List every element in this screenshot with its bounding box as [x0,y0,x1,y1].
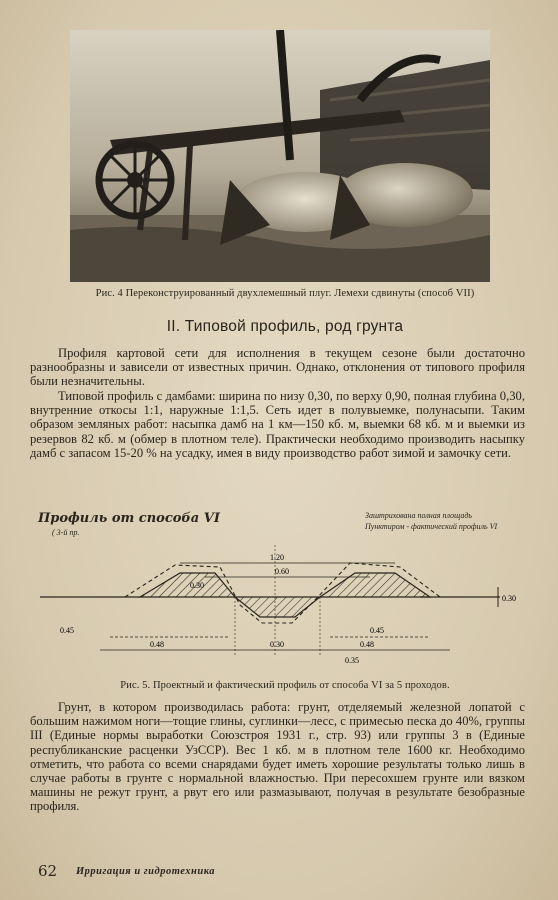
label-top-width: 1.20 [270,553,284,562]
label-bottom-mid: 0.30 [270,640,284,649]
label-right-b: 0.35 [345,656,359,665]
section-heading: II. Типовой профиль, род грунта [166,318,404,335]
label-bottom-left: 0.48 [150,640,164,649]
label-left-c: 0.45 [60,626,74,635]
journal-name: Ирригация и гидротехника [76,866,216,877]
profile-diagram [30,505,530,675]
label-crest-left: 0.30 [190,581,204,590]
paragraph-typical-profile: Типовой профиль с дамбами: ширина по низу 0,30, по верху 0,90, полная глубина 0,30, внутренние откосы 1:1, наружные 1:1,5. Сеть идет в полувыемке, полунасыпи. Таким образом земляных работ: насыпка дамб на 1 км—150 кб. м, выемки 68 кб. м и выемки из резервов 82 кб. м (обмер в плотном теле). Практически необходимо производить насыпку дамб с запасом 15-20 % на усадку, имея в виду производство работ зимой и замочку сети. [30,389,525,460]
right-dam [320,573,430,597]
figure5-caption: Рис. 5. Проектный и фактический профиль от способа VI за 5 проходов. [120,680,450,691]
legend-line-2: Пунктиром - фактический профиль VI [365,522,498,531]
plow-photo [70,30,490,282]
paragraph-soil: Грунт, в котором производилась работа: грунт, отделяемый железной лопатой с большим нажимом ноги—тощие глины, суглинки—лесс, с примесью песка до 40%, группы III (Единые нормы выработки Союзстроя 1931 г., стр. 93) или группы 3 в (Единые республиканские расценки УзССР). Вес 1 кб. м в плотном теле 1600 кг. Необходимо отметить, что работа со всеми снарядами будет иметь хорошие результаты только лишь в случае работы в грунте с нормальной влажностью. При пересохшем грунте или вязком машины не режут грунт, а рвут его или размазывают, получая в результате безобразные профиля. [30,700,525,814]
diagram-subtitle: ( 3-й пр. [52,528,80,537]
legend-line-1: Заштрихована полная площадь [365,511,473,520]
left-dam [140,573,235,597]
label-upper-width: 0.60 [275,567,289,576]
plow-photo-image [70,30,490,282]
page-number: 62 [38,862,58,880]
label-bottom-right: 0.48 [360,640,374,649]
figure4-caption: Рис. 4 Переконструированный двухлемешный плуг. Лемехи сдвинуты (способ VII) [95,288,475,299]
paragraph-profiles: Профиля картовой сети для исполнения в текущем сезоне были достаточно разнообразны и зависели от известных причин. Однако, отклонения от типового профиля были незначительны. [30,346,525,389]
label-right-a: 0.45 [370,626,384,635]
profile-drawing [30,505,530,675]
label-depth: 0.30 [502,594,516,603]
diagram-title: Профиль от способа VI [38,511,220,526]
